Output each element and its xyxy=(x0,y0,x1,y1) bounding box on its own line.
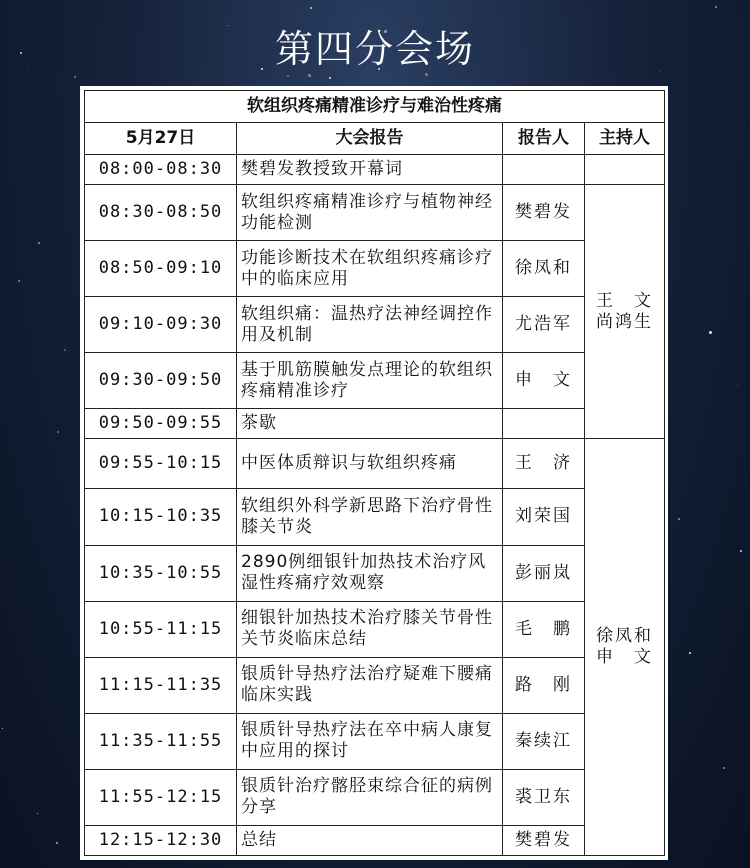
table-row xyxy=(85,353,665,409)
star-dot xyxy=(37,813,38,814)
star-dot xyxy=(64,349,66,351)
session-speaker: 路 刚 xyxy=(503,657,585,713)
schedule-table xyxy=(84,90,665,856)
table-row xyxy=(85,657,665,713)
session-time: 08:50-09:10 xyxy=(85,241,237,297)
session-topic: 中医体质辩识与软组织疼痛 xyxy=(237,439,503,489)
session-speaker xyxy=(503,155,585,185)
session-topic: 软组织疼痛精准诊疗与植物神经功能检测 xyxy=(237,185,503,241)
session-time: 08:00-08:30 xyxy=(85,155,237,185)
session-time: 11:55-12:15 xyxy=(85,769,237,825)
schedule-sheet xyxy=(80,86,668,860)
table-row xyxy=(85,155,665,185)
session-topic: 茶歇 xyxy=(237,409,503,439)
session-topic: 软组织痛：温热疗法神经调控作用及机制 xyxy=(237,297,503,353)
session-speaker: 王 济 xyxy=(503,439,585,489)
session-time: 10:15-10:35 xyxy=(85,489,237,545)
session-time: 10:35-10:55 xyxy=(85,545,237,601)
session-time: 09:30-09:50 xyxy=(85,353,237,409)
star-dot xyxy=(18,280,20,282)
table-row xyxy=(85,545,665,601)
star-dot xyxy=(329,77,331,79)
session-speaker: 秦续江 xyxy=(503,713,585,769)
session-time: 11:35-11:55 xyxy=(85,713,237,769)
session-time: 11:15-11:35 xyxy=(85,657,237,713)
host-name: 徐凤和 xyxy=(596,626,653,647)
session-speaker xyxy=(503,409,585,439)
page-title: 第四分会场 xyxy=(274,27,475,71)
session-time: 08:30-08:50 xyxy=(85,185,237,241)
table-row xyxy=(85,241,665,297)
session-topic: 银质针治疗髂胫束综合征的病例分享 xyxy=(237,769,503,825)
star-dot xyxy=(310,7,312,9)
session-time: 09:55-10:15 xyxy=(85,439,237,489)
host-cell-empty xyxy=(585,155,665,185)
table-row xyxy=(85,297,665,353)
table-row xyxy=(85,601,665,657)
star-dot xyxy=(689,652,691,654)
session-topic: 樊碧发教授致开幕词 xyxy=(237,155,503,185)
star-dot xyxy=(678,518,680,520)
host-name: 王 文 xyxy=(596,290,653,311)
session-time: 09:50-09:55 xyxy=(85,409,237,439)
host-name: 尚鸿生 xyxy=(596,311,653,332)
session-speaker: 尤浩军 xyxy=(503,297,585,353)
table-title: 软组织疼痛精准诊疗与难治性疼痛 xyxy=(85,91,665,123)
session-time: 10:55-11:15 xyxy=(85,601,237,657)
table-row xyxy=(85,769,665,825)
star-dot xyxy=(287,75,289,77)
session-topic: 细银针加热技术治疗膝关节骨性关节炎临床总结 xyxy=(237,601,503,657)
star-dot xyxy=(740,550,742,552)
star-dot xyxy=(56,842,58,844)
session-speaker: 裘卫东 xyxy=(503,769,585,825)
session-topic: 软组织外科学新思路下治疗骨性膝关节炎 xyxy=(237,489,503,545)
header-report: 大会报告 xyxy=(237,123,503,155)
session-topic: 功能诊断技术在软组织疼痛诊疗中的临床应用 xyxy=(237,241,503,297)
star-dot xyxy=(2,728,3,729)
table-row xyxy=(85,439,665,489)
table-row xyxy=(85,713,665,769)
star-dot xyxy=(715,6,717,8)
session-speaker: 徐凤和 xyxy=(503,241,585,297)
session-topic: 银质针导热疗法在卒中病人康复中应用的探讨 xyxy=(237,713,503,769)
session-speaker: 申 文 xyxy=(503,353,585,409)
star-dot xyxy=(74,76,76,78)
star-dot xyxy=(38,242,40,244)
table-header-row xyxy=(85,123,665,155)
session-topic: 基于肌筋膜触发点理论的软组织疼痛精准诊疗 xyxy=(237,353,503,409)
table-row xyxy=(85,489,665,545)
star-dot xyxy=(723,767,725,769)
session-topic: 总结 xyxy=(237,825,503,855)
star-dot xyxy=(737,385,738,386)
header-date: 5月27日 xyxy=(85,123,237,155)
table-row xyxy=(85,409,665,439)
table-row xyxy=(85,825,665,855)
session-speaker: 刘荣国 xyxy=(503,489,585,545)
star-dot xyxy=(425,73,428,76)
session-topic: 2890例细银针加热技术治疗风湿性疼痛疗效观察 xyxy=(237,545,503,601)
session-speaker: 樊碧发 xyxy=(503,825,585,855)
session-time: 09:10-09:30 xyxy=(85,297,237,353)
star-dot xyxy=(57,431,59,433)
session-speaker: 樊碧发 xyxy=(503,185,585,241)
host-group-1 xyxy=(585,185,665,439)
session-speaker: 毛 鹏 xyxy=(503,601,585,657)
session-time: 12:15-12:30 xyxy=(85,825,237,855)
table-title-row xyxy=(85,91,665,123)
session-topic: 银质针导热疗法治疗疑难下腰痛临床实践 xyxy=(237,657,503,713)
star-dot xyxy=(308,74,311,77)
star-dot xyxy=(709,331,712,334)
header-host: 主持人 xyxy=(585,123,665,155)
session-speaker: 彭丽岚 xyxy=(503,545,585,601)
table-row xyxy=(85,185,665,241)
host-group-2 xyxy=(585,439,665,856)
host-name: 申 文 xyxy=(596,647,653,668)
header-speaker: 报告人 xyxy=(503,123,585,155)
